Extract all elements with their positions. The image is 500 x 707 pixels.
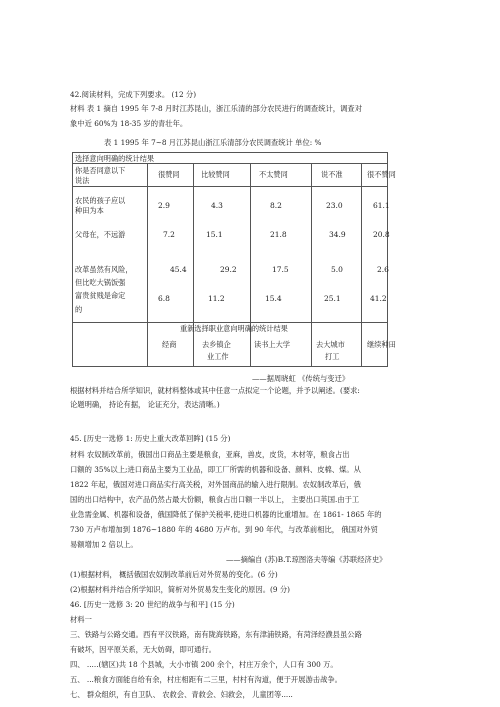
row3-value: 2.6 — [377, 265, 389, 274]
q45-paragraph-line: 易额增加 2 倍以上。 — [70, 540, 138, 549]
header-statement-2: 说法 — [75, 176, 90, 185]
row1-value: 4.3 — [211, 201, 223, 210]
q42-intro-line2: 象中近 60%为 18-35 岁的青壮年。 — [70, 119, 188, 128]
sub-header-business: 经商 — [162, 340, 177, 349]
q45-paragraph-line: 730 万卢布增加到 1876~1880 年的 4680 万卢布。到 90 年代，与改革前相比， 俄国对外贸 — [70, 525, 378, 534]
row4-value: 6.8 — [158, 294, 170, 303]
row4-value: 15.4 — [265, 294, 282, 303]
row3-value: 45.4 — [170, 265, 187, 274]
sub-header-farming: 继续种田 — [367, 340, 396, 349]
q46-line: 有破坏，因平原关系，无大妨碍，即可通行。 — [70, 645, 216, 654]
row1-label-2: 种田为本 — [75, 206, 104, 215]
sub-header-city-2: 打工 — [325, 352, 340, 361]
row1-value: 2.9 — [158, 201, 170, 210]
q45-question-1: (1)根据材料， 概括俄国农奴制改革前后对外贸易的变化。(6 分) — [70, 570, 278, 579]
row4-label-2: 的 — [75, 305, 83, 314]
sub-header-township: 去乡镇企 — [202, 340, 231, 349]
row3-value: 5.0 — [331, 265, 343, 274]
header-statement: 你是否同意以下 — [75, 166, 126, 175]
q45-paragraph-line: 国的出口结构中，农产品仍然占最大份额，粮食占出口额一半以上， 主要出口英国.由于工 — [70, 495, 360, 504]
q42-task-line1: 根据材料并结合所学知识，就材料整体或其中任意一点拟定一个论题，并予以阐述。(要求: — [70, 386, 360, 395]
table-caption: 表 1 1995 年 7~8 月江苏昆山浙江乐清部分农民调查统计 单位: % — [104, 138, 322, 147]
row4-label: 富贵贫贱是命定 — [75, 291, 126, 300]
row3-value: 29.2 — [220, 265, 237, 274]
q45-question-2: (2)根据材料并结合所学知识，简析对外贸易发生变化的原因。(9 分) — [70, 585, 291, 594]
q46-line: 五、 ...粮食方面能自给有余，村庄相距有二三里，村村有沟道，便于开展游击战争。 — [70, 675, 342, 684]
q42-source: ——据周晓虹 《传统与变迁》 — [252, 374, 350, 383]
row1-value: 8.2 — [270, 201, 282, 210]
sub-header-study: 读书上大学 — [254, 340, 290, 349]
row4-value: 11.2 — [208, 294, 225, 303]
header-strongly-agree: 很赞同 — [158, 170, 180, 179]
row2-label: 父母在，不远游 — [75, 230, 126, 239]
row4-value: 41.2 — [370, 294, 387, 303]
table-title: 选择意向明确的统计结果 — [75, 154, 155, 163]
row3-label: 改革虽然有风险， — [75, 265, 133, 274]
row1-value: 23.0 — [326, 201, 343, 210]
q46-heading: 46. [历史一选修 3: 20 世纪的战争与和平] (15 分) — [70, 600, 235, 609]
row4-value: 25.1 — [324, 294, 341, 303]
q45-paragraph-line: 材料 农奴制改革前，俄国出口商品主要是粮食，亚麻，兽皮，皮货，木材等，粮食占出 — [70, 450, 350, 459]
q42-task-line2: 论题明确， 持论有据， 论证充分，表达清晰。) — [70, 400, 220, 409]
header-strongly-disagree: 很不赞同 — [367, 170, 396, 179]
row3-label-2: 但比吃大锅饭强 — [75, 278, 126, 287]
header-agree: 比较赞同 — [201, 170, 230, 179]
q45-paragraph-line: 1822 年起，俄国对进口商品实行高关税，对外国商品的输入进行限制。农奴制改革后，俄 — [70, 480, 361, 489]
header-disagree: 不太赞同 — [259, 170, 288, 179]
row2-value: 20.8 — [373, 230, 390, 239]
q46-line: 三、铁路与公路交通。西有平汉铁路，南有陇海铁路，东有津浦铁路，有菏泽经濮县虽公路 — [70, 630, 362, 639]
row2-value: 21.8 — [270, 230, 287, 239]
sub-header-city: 去大城市 — [316, 340, 345, 349]
q45-paragraph-line: 业急需金属、机器和设备，俄国降低了保护关税率,使进口机器的比重增加。在 1861- 1865 年的 — [70, 510, 382, 519]
row1-value: 61.1 — [373, 201, 390, 210]
q45-paragraph-line: 口额的 35%以上;进口商品主要为工业品，即工厂所需的机器和设备、颜料、皮棉、煤。从 — [70, 465, 361, 474]
q46-line: 七、 群众组织，有自卫队、 农救会、青救会、妇救会， 儿童团等..... — [70, 690, 293, 699]
row1-label: 农民的孩子应以 — [75, 196, 126, 205]
row3-value: 17.5 — [272, 265, 289, 274]
q46-line: 四、 .....(辖区)共 18 个县城，大小市镇 200 余个，村庄万余个，人口有 300 万。 — [70, 660, 338, 669]
q46-material-label: 材料一 — [70, 615, 92, 624]
sub-header-township-2: 业工作 — [207, 352, 229, 361]
q42-intro-line1: 材料 表 1 摘自 1995 年 7-8 月时江苏昆山，浙江乐清的部分农民进行的调查统计，调查对 — [70, 104, 362, 113]
row2-value: 7.2 — [163, 230, 175, 239]
header-unsure: 说不准 — [321, 170, 343, 179]
q45-heading: 45. [历史一选修 1: 历史上重大改革回眸] (15 分) — [70, 434, 231, 443]
row2-value: 15.1 — [206, 230, 223, 239]
q45-source: ——摘编自 (苏)B.T.琼图洛夫等编《苏联经济史》 — [226, 555, 387, 564]
sub-table-title: 重新选择职业意向明确的统计结果 — [180, 324, 288, 333]
row2-value: 34.9 — [329, 230, 346, 239]
q42-heading: 42.阅读材料，完成下列要求。 (12 分) — [70, 90, 197, 99]
